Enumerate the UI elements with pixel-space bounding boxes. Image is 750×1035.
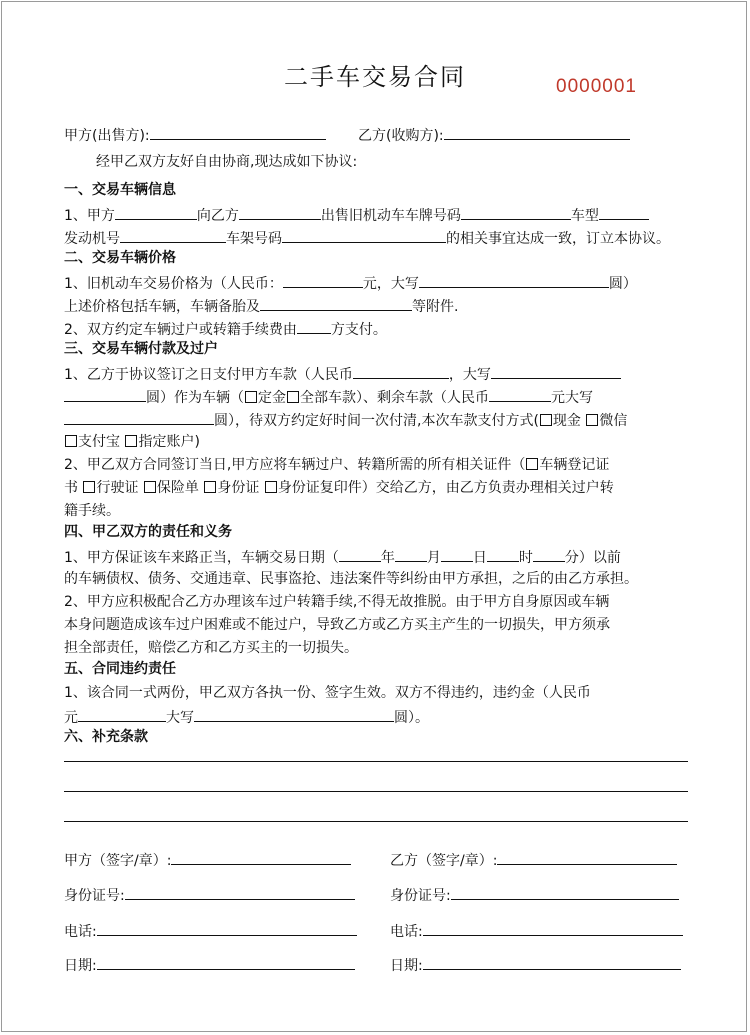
s1-text-vin: 车架号码 [226,231,282,247]
remaining-capital-field[interactable] [64,410,214,425]
s4-line-1 [64,547,621,567]
license-checkbox[interactable] [83,481,95,493]
party-b-phone-label: 电话: [390,924,423,940]
s1-text-engine: 发动机号 [64,231,120,247]
party-b-phone-field[interactable] [423,921,683,936]
minute-label: 分）以前 [564,550,621,566]
party-a-field[interactable] [150,125,326,140]
penalty-capital-field[interactable] [194,707,394,722]
party-b-date-field[interactable] [423,955,681,970]
bank-account-checkbox[interactable] [125,435,137,447]
intro-text: 经甲乙双方友好自由协商,现达成如下协议: [96,154,358,170]
s3-text-method: 圆），待双方约定好时间一次付清,本次车款支付方式( [214,413,539,429]
penalty-amount-field[interactable] [78,707,166,722]
wechat-label: 微信 [599,413,628,429]
payment-amount-field[interactable] [353,364,449,379]
deposit-checkbox[interactable] [245,391,257,403]
id-card-checkbox[interactable] [204,481,216,493]
party-a-id-label: 身份证号: [64,888,125,904]
s3-line-1 [64,364,621,384]
s1-text-model: 车型 [570,208,599,224]
s5-line-1: 1、该合同一式两份，甲乙双方各执一份、签字生效。双方不得违约，违约金（人民币 [64,685,591,701]
insurance-label: 保险单 [156,480,199,496]
id-copy-label: 身份证复印件）交给乙方，由乙方负责办理相关过户转 [277,480,614,496]
section-3-heading: 三、交易车辆付款及过户 [64,341,218,357]
insurance-checkbox[interactable] [144,481,156,493]
vin-field[interactable] [282,228,446,243]
s5-line-2 [64,707,429,727]
s4-line-3: 2、甲方应积极配合乙方办理该车过户转籍手续,不得无故推脱。由于甲方自身原因或车辆 [64,594,610,610]
party-a-label: 甲方(出售方): [64,128,150,144]
serial-number: 0000001 [556,76,637,97]
party-a-phone-row [64,921,357,941]
s1-text-seller: 1、甲方 [64,208,115,224]
party-b-field[interactable] [444,125,630,140]
alipay-checkbox[interactable] [65,435,77,447]
cash-checkbox[interactable] [540,414,552,426]
document-title: 二手车交易合同 [284,63,466,91]
s5-text-end: 圆）。 [394,710,429,726]
s3-text-remaining-capital: 元大写 [551,390,593,406]
engine-number-field[interactable] [120,228,226,243]
cash-label: 现金 [552,413,581,429]
model-field[interactable] [599,205,649,220]
party-b-line [358,125,630,145]
s3-text-capital: ，大写 [448,367,491,383]
s3-line-2 [64,387,593,407]
section-1-heading: 一、交易车辆信息 [64,182,176,198]
s1-line-2 [64,228,670,248]
year-field[interactable] [339,547,381,562]
price-capital-field[interactable] [419,273,609,288]
party-a-signature-row [64,850,351,870]
s4-line-4: 本身问题造成该车过户困难或不能过户，导致乙方或乙方买主产生的一切损失，甲方须承 [64,617,610,633]
section-4-heading: 四、甲乙双方的责任和义务 [64,524,232,540]
deposit-label: 定金 [258,390,286,406]
month-label: 月 [426,550,441,566]
s3-text-documents: 2、甲乙双方合同签订当日,甲方应将车辆过户、转籍所需的所有相关证件（ [64,457,526,473]
party-b-signature-field[interactable] [497,850,677,865]
plate-number-field[interactable] [461,205,571,220]
s2-line-1 [64,273,637,293]
s5-text-yuan: 元 [64,710,78,726]
party-a-date-field[interactable] [97,955,355,970]
party-b-phone-row [390,921,683,941]
s4-line-2: 的车辆债权、债务、交通违章、民事盗抢、违法案件等纠纷由甲方承担，之后的由乙方承担。 [64,571,638,587]
year-label: 年 [380,550,395,566]
s2-text-fee: 2、双方约定车辆过户或转籍手续费由 [64,322,297,338]
party-a-date-label: 日期: [64,958,97,974]
payment-capital-field[interactable] [491,364,621,379]
party-a-phone-field[interactable] [97,921,357,936]
party-a-phone-label: 电话: [64,924,97,940]
full-payment-checkbox[interactable] [287,391,299,403]
s2-line-2 [64,296,458,316]
month-field[interactable] [395,547,427,562]
party-b-signature-label: 乙方（签字/章）: [390,853,498,869]
s2-text-attachments: 等附件. [412,299,459,315]
party-a-id-field[interactable] [125,885,355,900]
day-label: 日 [472,550,487,566]
remaining-amount-field[interactable] [489,387,551,402]
s3-line-5 [64,456,609,474]
buyer-name-field[interactable] [239,205,321,220]
s2-text-price: 1、旧机动车交易价格为（人民币： [64,276,283,292]
s5-text-capital: 大写 [166,710,194,726]
day-field[interactable] [441,547,473,562]
license-label: 行驶证 [96,480,139,496]
section-2-heading: 二、交易车辆价格 [64,250,176,266]
alipay-label: 支付宝 [78,434,120,450]
s3-text-book: 书 [64,480,78,496]
id-card-label: 身份证 [217,480,260,496]
s2-text-pay: 方支付。 [330,322,387,338]
price-amount-field[interactable] [283,273,363,288]
s1-text-to-buyer: 向乙方 [196,208,239,224]
s1-line-1 [64,205,649,225]
party-a-signature-label: 甲方（签字/章）: [64,853,172,869]
id-copy-checkbox[interactable] [265,481,277,493]
wechat-checkbox[interactable] [586,414,598,426]
party-b-label: 乙方(收购方): [358,128,444,144]
s3-text-as: 圆）作为车辆（ [146,390,244,406]
party-a-line [64,125,326,145]
registration-label: 车辆登记证 [539,457,610,473]
hour-label: 时 [518,550,533,566]
s3-line-6 [64,479,614,497]
party-b-date-label: 日期: [390,958,423,974]
s3-line-3 [64,410,627,430]
party-a-date-row [64,955,355,975]
s3-text-remaining: 全部车款）、剩余车款（人民币 [300,390,489,406]
s3-line-4 [64,433,200,451]
party-a-signature-field[interactable] [171,850,351,865]
section-6-heading: 六、补充条款 [64,729,148,745]
party-a-id-row [64,885,355,905]
supplementary-line-2[interactable] [64,791,688,792]
party-b-id-row [390,885,679,905]
supplementary-line-3[interactable] [64,821,688,822]
s2-text-capital: 元，大写 [362,276,419,292]
fee-party-field[interactable] [297,319,331,334]
s3-text-payment: 1、乙方于协议签订之日支付甲方车款（人民币 [64,367,353,383]
seller-name-field[interactable] [115,205,197,220]
s1-text-plate: 出售旧机动车车牌号码 [320,208,461,224]
section-5-heading: 五、合同违约责任 [64,661,176,677]
party-b-id-label: 身份证号: [390,888,451,904]
registration-checkbox[interactable] [526,458,538,470]
supplementary-line-1[interactable] [64,761,688,762]
s2-text-yuan: 圆） [608,276,637,292]
s4-text-date: 1、甲方保证该车来路正当，车辆交易日期（ [64,550,339,566]
hour-field[interactable] [487,547,519,562]
s3-line-7: 籍手续。 [64,503,120,519]
bank-account-label: 指定账户) [138,434,200,450]
s2-line-3 [64,319,387,339]
payment-capital-field-2[interactable] [64,387,146,402]
party-b-signature-row [390,850,677,870]
s2-text-includes: 上述价格包括车辆，车辆备胎及 [64,299,260,315]
s4-line-5: 担全部责任，赔偿乙方和乙方买主的一切损失。 [64,640,358,656]
party-b-id-field[interactable] [451,885,679,900]
minute-field[interactable] [533,547,565,562]
s1-text-agree: 的相关事宜达成一致，订立本协议。 [446,231,670,247]
party-b-date-row [390,955,681,975]
accessories-field[interactable] [260,296,412,311]
